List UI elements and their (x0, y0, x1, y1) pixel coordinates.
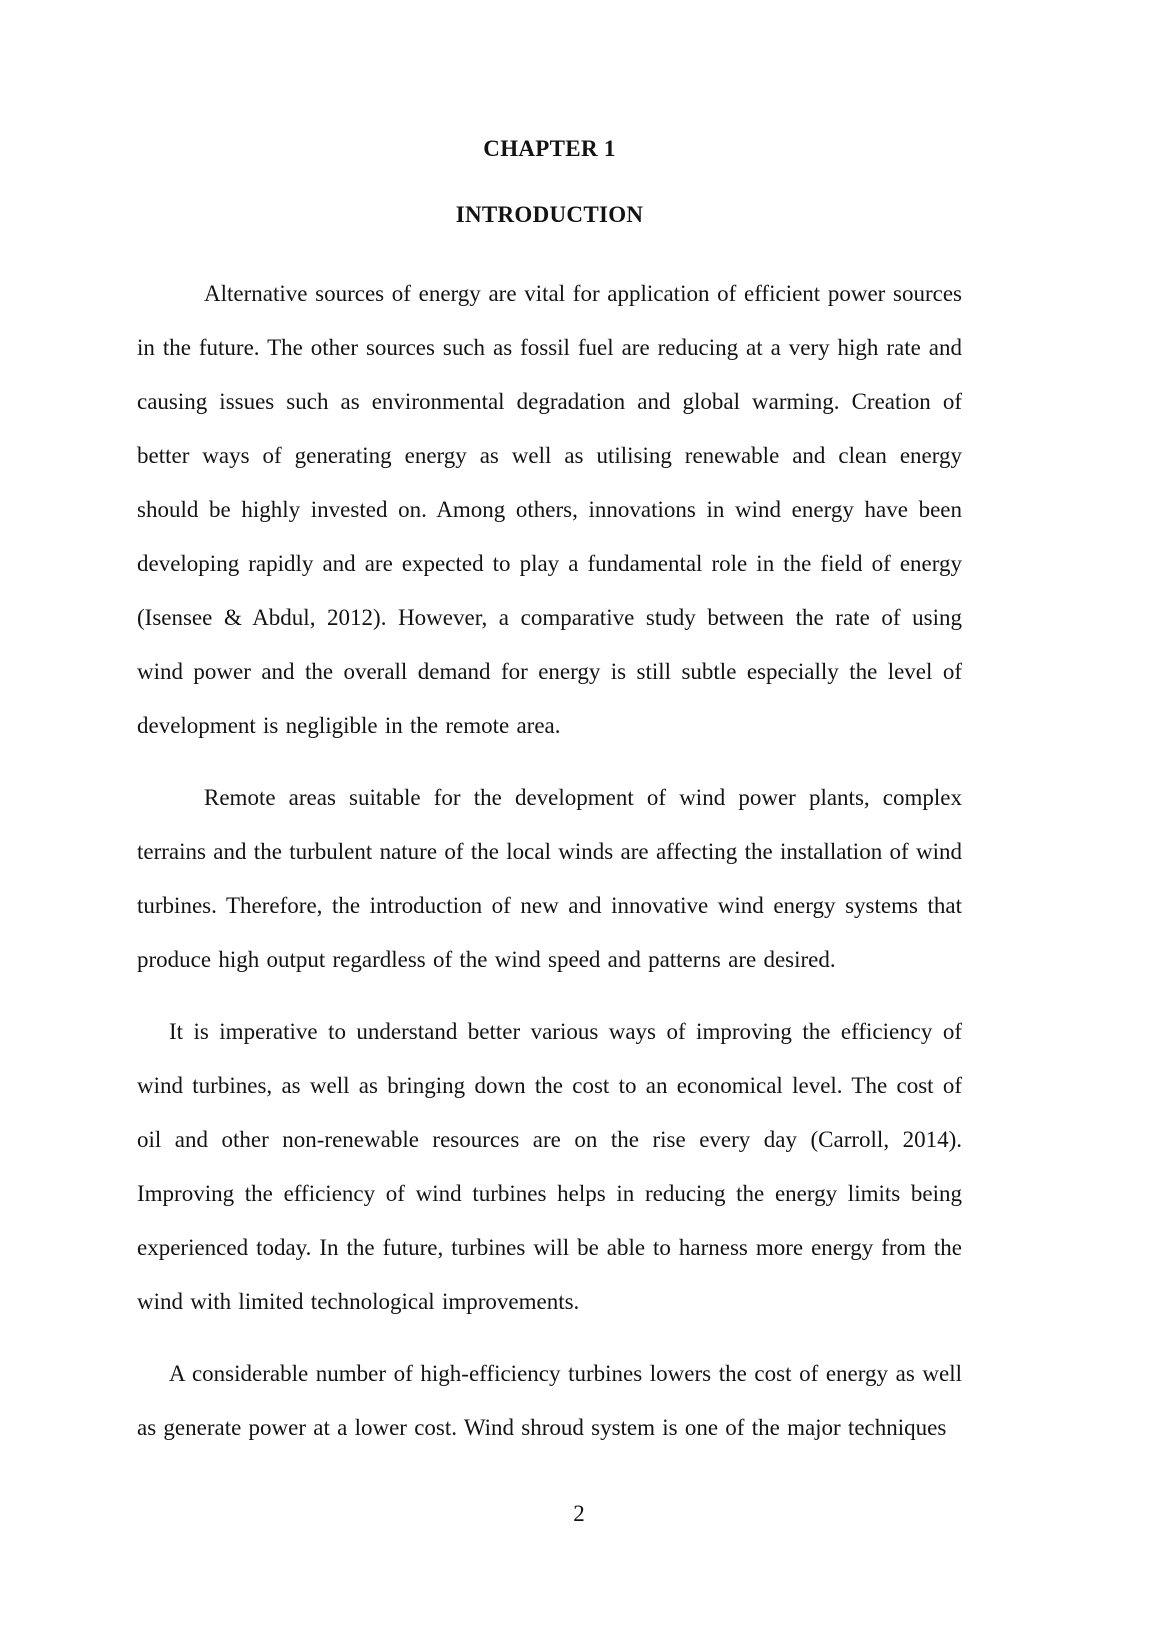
paragraph: Alternative sources of energy are vital for application of efficient power sources in the future. The other sources such as fossil fuel are reducing at a very high rate and causing issues such as environmental degradation and global warming. Creation of better ways of generating energy as well as utilising renewable and clean energy should be highly invested on. Among others, innovations in wind energy have been developing rapidly and are expected to play a fundamental role in the field of energy (Isensee & Abdul, 2012). However, a comparative study between the rate of using wind power and the overall demand for energy is still subtle especially the level of development is negligible in the remote area. (137, 281, 962, 738)
page-number: 2 (573, 1501, 585, 1526)
paragraph: Remote areas suitable for the development of wind power plants, complex terrains and the turbulent nature of the local winds are affecting the installation of wind turbines. Therefore, the introduction of new and innovative wind energy systems that produce high output regardless of the wind speed and patterns are desired. (137, 785, 962, 972)
paragraph: It is imperative to understand better various ways of improving the efficiency of wind turbines, as well as bringing down the cost to an economical level. The cost of oil and other non-renewable resources are on the rise every day (Carroll, 2014). Improving the efficiency of wind turbines helps in reducing the energy limits being experienced today. In the future, turbines will be able to harness more energy from the wind with limited technological improvements. (137, 1019, 962, 1314)
chapter-heading: CHAPTER 1 (483, 136, 616, 161)
document-body (137, 267, 962, 1455)
section-heading: INTRODUCTION (455, 202, 644, 227)
paragraph: A considerable number of high-efficiency turbines lowers the cost of energy as well as generate power at a lower cost. Wind shroud system is one of the major techniques (137, 1361, 962, 1440)
